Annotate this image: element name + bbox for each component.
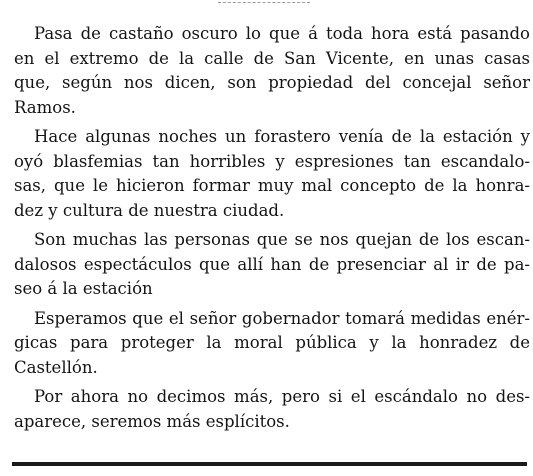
paragraph-5 xyxy=(14,385,530,434)
paragraph-line: Por ahora no decimos más, pero si el escándalo no des- xyxy=(34,387,530,406)
paragraph-3 xyxy=(14,228,530,302)
paragraph-line: Pasa de castaño oscuro lo que á toda hora está pasando xyxy=(34,24,530,43)
paragraph-4 xyxy=(14,307,530,381)
paragraph-line: dez y cultura de nuestra ciudad. xyxy=(14,200,285,220)
paragraph-line: seo á la estación xyxy=(14,279,153,298)
paragraph-line: Ramos. xyxy=(14,97,76,117)
paragraph-line: que, según nos dicen, son propiedad del concejal señor xyxy=(14,73,530,92)
bottom-divider xyxy=(12,462,527,466)
paragraph-1 xyxy=(14,22,530,120)
paragraph-line: sas, que le hicieron formar muy mal concepto de la honra- xyxy=(14,176,530,195)
paragraph-line: Esperamos que el señor gobernador tomará medidas enér- xyxy=(34,308,530,328)
paragraph-line: gicas para proteger la moral pública y la honradez de xyxy=(14,333,530,352)
top-divider xyxy=(218,2,310,3)
paragraph-line: aparece, seremos más esplícitos. xyxy=(14,411,290,431)
paragraph-line: Son muchas las personas que se nos quejan de los escan- xyxy=(34,230,530,249)
paragraph-2 xyxy=(14,125,530,223)
paragraph-line: oyó blasfemias tan horribles y espresiones tan escandalo- xyxy=(14,151,530,171)
paragraph-line: Castellón. xyxy=(14,357,98,377)
paragraph-line: Hace algunas noches un forastero venía de la estación y xyxy=(34,127,530,146)
paragraph-line: dalosos espectáculos que allí han de presenciar al ir de pa- xyxy=(14,254,530,274)
article-body xyxy=(14,22,530,434)
paragraph-line: en el extremo de la calle de San Vicente, en unas casas xyxy=(14,48,530,68)
